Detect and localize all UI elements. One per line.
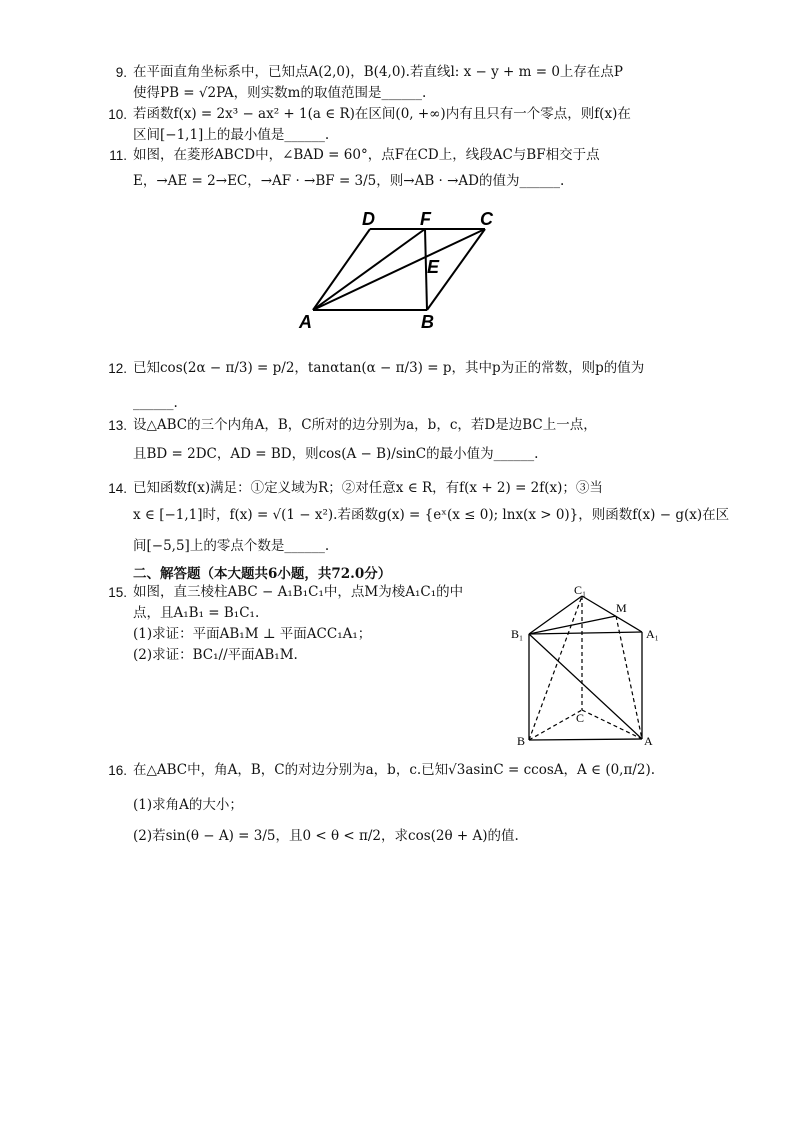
question-text-line: (1)求角A的大小； [133, 797, 243, 813]
question-16 [108, 760, 656, 847]
question-text-line: 使得PB = √2PA，则实数m的取值范围是______. [133, 85, 427, 101]
question-text-line: (1)求证：平面AB₁M ⊥ 平面ACC₁A₁； [133, 626, 372, 642]
vertex-label-d: D [362, 209, 375, 229]
question-text-line: 已知函数f(x)满足：①定义域为R；②对任意x ∈ R，有f(x + 2) = 2f(x)；③当 [133, 480, 603, 496]
question-number: 9. [115, 65, 127, 80]
question-text-line: (2)求证：BC₁//平面AB₁M. [133, 647, 298, 663]
vertex-label-a: A [299, 312, 312, 332]
question-number: 10. [108, 107, 127, 122]
question-14 [108, 478, 730, 557]
vertex-label-c: C [576, 711, 585, 725]
question-12 [108, 358, 645, 414]
question-15 [108, 582, 464, 666]
question-text-line: 且BD = 2DC，AD = BD，则cos(A − B)/sinC的最小值为______. [133, 446, 539, 462]
vertex-label-f: F [420, 209, 431, 229]
question-number: 15. [108, 585, 127, 600]
vertex-label-c1: C₁ [574, 584, 587, 597]
vertex-label-m: M [616, 601, 627, 615]
vertex-label-a1: A₁ [646, 627, 659, 641]
question-13 [108, 415, 597, 465]
question-text-line: 如图，直三棱柱ABC − A₁B₁C₁中，点M为棱A₁C₁的中 [133, 584, 464, 600]
question-text-line: ______. [133, 395, 178, 411]
vertex-label-b: B [517, 734, 526, 748]
vertex-label-c: C [480, 209, 493, 229]
question-text-line: 若函数f(x) = 2x³ − ax² + 1(a ∈ R)在区间(0, +∞)内有且只有一个零点，则f(x)在 [133, 106, 631, 122]
question-9 [115, 62, 624, 104]
question-text-line: 如图，在菱形ABCD中，∠BAD = 60°，点F在CD上，线段AC与BF相交于点 [133, 147, 600, 163]
question-text-line: 已知cos(2α − π/3) = p/2，tanαtan(α − π/3) = p，其中p为正的常数，则p的值为 [133, 360, 645, 376]
rhombus-figure [290, 205, 510, 335]
vertex-label-e: E [427, 257, 440, 277]
question-10 [108, 104, 631, 146]
prism-figure [508, 584, 668, 754]
question-number: 11. [109, 148, 127, 163]
question-text-line: 在平面直角坐标系中，已知点A(2,0)，B(4,0).若直线l: x − y + m = 0上存在点P [133, 64, 624, 80]
question-11 [109, 145, 600, 192]
vertex-label-b: B [421, 312, 434, 332]
question-number: 14. [108, 481, 127, 496]
question-number: 16. [108, 763, 127, 778]
question-text-line: 设△ABC的三个内角A，B，C所对的边分别为a，b，c，若D是边BC上一点， [133, 417, 597, 433]
question-number: 12. [108, 361, 127, 376]
question-text-line: E，→AE = 2→EC，→AF · →BF = 3/5，则→AB · →AD的值为______. [133, 173, 565, 189]
question-text-line: (2)若sin(θ − A) = 3/5，且0 < θ < π/2，求cos(2θ + A)的值. [133, 828, 519, 844]
vertex-label-a: A [644, 734, 653, 748]
section-heading: 二、解答题（本大题共6小题，共72.0分） [133, 566, 392, 582]
question-text-line: x ∈ [−1,1]时，f(x) = √(1 − x²).若函数g(x) = {eˣ(x ≤ 0); lnx(x > 0)}，则函数f(x) − g(x)在区 [133, 507, 730, 523]
question-number: 13. [108, 418, 127, 433]
question-text-line: 区间[−1,1]上的最小值是______. [133, 127, 330, 143]
question-text-line: 在△ABC中，角A，B，C的对边分别为a，b，c.已知√3asinC = ccosA，A ∈ (0,π/2). [133, 762, 656, 778]
question-text-line: 点，且A₁B₁ = B₁C₁. [133, 605, 260, 621]
question-text-line: 间[−5,5]上的零点个数是______. [133, 538, 330, 554]
vertex-label-b1: B₁ [511, 627, 524, 641]
